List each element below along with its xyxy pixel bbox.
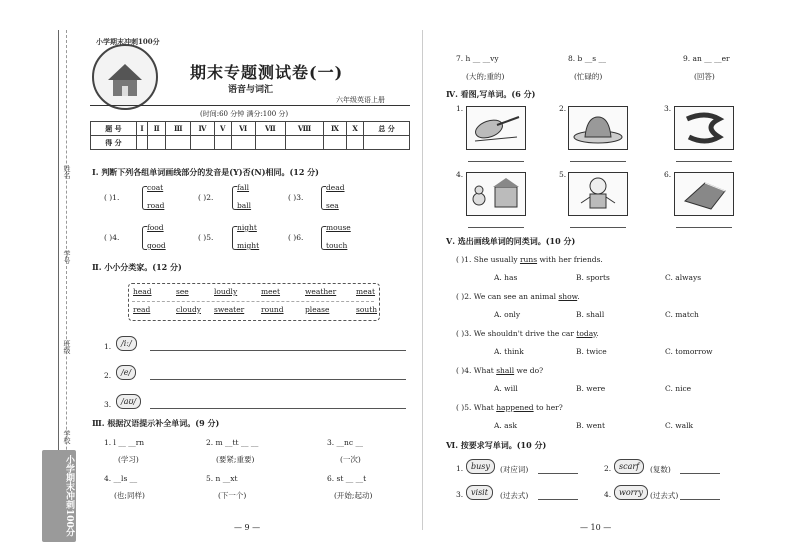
score-cell: Ⅵ (231, 122, 255, 136)
item-num: 2. (559, 104, 567, 113)
phoneme-bubble: /e/ (116, 365, 136, 380)
option[interactable]: A. think (494, 347, 524, 356)
word: please (305, 305, 330, 314)
word: road (147, 201, 165, 210)
item-num: 5. (559, 170, 567, 179)
word: read (133, 305, 151, 314)
section-4-title: Ⅳ. 看图,写单词。(6 分) (446, 89, 536, 99)
hint: (忙碌的) (574, 72, 603, 81)
answer-line[interactable] (150, 408, 406, 409)
answer-line[interactable] (150, 379, 406, 380)
word: loudly (214, 287, 238, 296)
logo-text: 小学期末冲刺100分 (96, 37, 160, 46)
underlined-word: show (558, 292, 578, 301)
margin-label-class: 班级 (63, 340, 71, 354)
score-cell: 总 分 (364, 122, 410, 136)
option[interactable]: A. will (494, 384, 518, 393)
word: see (176, 287, 189, 296)
q6-num: ( )6. (288, 233, 304, 242)
answer-line[interactable] (538, 473, 578, 474)
fill-word: 5. n __xt (206, 474, 238, 483)
answer-line[interactable] (538, 499, 578, 500)
hint: (下一个) (218, 491, 247, 500)
score-cell: 得 分 (91, 136, 137, 150)
item-num: 4. (604, 490, 612, 499)
option[interactable]: B. were (576, 384, 606, 393)
score-cell: 题 号 (91, 122, 137, 136)
word: good (147, 241, 166, 250)
hint: (过去式) (500, 491, 529, 500)
underlined-word: shall (496, 366, 515, 375)
hint: (回答) (694, 72, 715, 81)
option[interactable]: A. ask (494, 421, 518, 430)
fill-word: 4. __ls __ (104, 474, 138, 483)
score-input[interactable] (286, 136, 324, 150)
hint: (要紧;重要) (216, 455, 255, 464)
option[interactable]: C. always (665, 273, 702, 282)
question: ( )3. We shouldn't drive the car today. (456, 329, 599, 338)
glove-picture (674, 172, 734, 216)
option[interactable]: B. shall (576, 310, 605, 319)
fill-word: 1. l __ __rn (104, 438, 145, 447)
word-bubble: visit (466, 485, 493, 500)
answer-line[interactable] (680, 473, 720, 474)
score-input[interactable] (255, 136, 286, 150)
header-rule (90, 105, 410, 106)
answer-line[interactable] (468, 227, 524, 228)
item-num: 1. (104, 342, 112, 351)
option[interactable]: C. tomorrow (665, 347, 713, 356)
score-input[interactable] (347, 136, 364, 150)
answer-line[interactable] (570, 161, 626, 162)
word-bubble: scarf (614, 459, 644, 474)
word-box-divider (132, 301, 374, 302)
question: ( )5. What happened to her? (456, 403, 563, 412)
item-num: 3. (664, 104, 672, 113)
page-title: 期末专题测试卷(一) (190, 63, 344, 82)
page-subtitle: 语音与词汇 (228, 85, 274, 95)
score-input[interactable] (364, 136, 410, 150)
margin-label-id: 学号 (63, 250, 71, 264)
score-cell: Ⅴ (214, 122, 231, 136)
word: mouse (326, 223, 351, 232)
hint: (开始;起动) (334, 491, 373, 500)
underlined-word: runs (519, 255, 538, 264)
item-num: 1. (456, 104, 464, 113)
word: dead (326, 183, 345, 192)
option[interactable]: C. nice (665, 384, 692, 393)
score-input[interactable] (214, 136, 231, 150)
score-cell: Ⅲ (166, 122, 191, 136)
word: cloudy (176, 305, 201, 314)
question: ( )1. She usually runs with her friends. (456, 255, 603, 264)
score-cell: Ⅳ (191, 122, 215, 136)
score-input[interactable] (231, 136, 255, 150)
phoneme-bubble: /aʊ/ (116, 394, 141, 409)
page-number-right: — 10 — (580, 523, 612, 532)
option[interactable]: A. only (494, 310, 521, 319)
score-cell: Ⅰ (136, 122, 147, 136)
score-input[interactable] (136, 136, 147, 150)
violin-picture (466, 106, 526, 150)
underlined-word: today (576, 329, 597, 338)
hint: (大的;重的) (466, 72, 505, 81)
word: weather (305, 287, 337, 296)
score-cell: Ⅱ (148, 122, 166, 136)
word: food (147, 223, 164, 232)
child-picture (568, 172, 628, 216)
word: meat (356, 287, 376, 296)
fill-word: 2. m __tt __ __ (206, 438, 259, 447)
option[interactable]: C. match (665, 310, 699, 319)
score-table (90, 121, 410, 150)
word-box (128, 283, 380, 321)
hint: (对应词) (500, 465, 529, 474)
word-bubble: busy (466, 459, 495, 474)
word-bubble: worry (614, 485, 648, 500)
item-num: 1. (456, 464, 464, 473)
score-input[interactable] (323, 136, 346, 150)
hint: (学习) (118, 455, 139, 464)
option[interactable]: A. has (494, 273, 518, 282)
hint: (一次) (340, 455, 361, 464)
option[interactable]: B. sports (576, 273, 610, 282)
fill-word: 9. an __ __er (683, 54, 730, 63)
score-input[interactable] (191, 136, 215, 150)
word: round (261, 305, 284, 314)
answer-line[interactable] (676, 227, 732, 228)
section-3-title: Ⅲ. 根据汉语提示补全单词。(9 分) (92, 418, 220, 428)
margin-label-school: 学校 (63, 430, 71, 444)
grade-label: 六年级英语上册 (336, 96, 385, 104)
score-cell: Ⅷ (286, 122, 324, 136)
item-num: 2. (104, 371, 112, 380)
question: ( )2. We can see an animal show. (456, 292, 580, 301)
item-num: 6. (664, 170, 672, 179)
section-2-title: Ⅱ. 小小分类家。(12 分) (92, 262, 182, 272)
word: ball (237, 201, 252, 210)
word: coat (147, 183, 164, 192)
hint: (复数) (650, 465, 671, 474)
section-1-title: Ⅰ. 判断下列各组单词画线部分的发音是(Y)否(N)相同。(12 分) (92, 167, 319, 177)
margin-label-name: 姓名 (63, 165, 71, 179)
score-input[interactable] (148, 136, 166, 150)
answer-line[interactable] (676, 161, 732, 162)
answer-line[interactable] (680, 499, 720, 500)
q5-num: ( )5. (198, 233, 214, 242)
item-num: 4. (456, 170, 464, 179)
word: night (237, 223, 257, 232)
page-divider (422, 30, 423, 530)
word: meet (261, 287, 281, 296)
word: south (356, 305, 378, 314)
option[interactable]: B. twice (576, 347, 607, 356)
word: sweater (214, 305, 245, 314)
fill-word: 8. b __s __ (568, 54, 606, 63)
answer-line[interactable] (570, 227, 626, 228)
fill-word: 3. __nc __ (327, 438, 363, 447)
fill-word: 7. h __ __vy (456, 54, 499, 63)
question: ( )4. What shall we do? (456, 366, 544, 375)
item-num: 3. (456, 490, 464, 499)
section-6-title: Ⅵ. 按要求写单词。(10 分) (446, 440, 547, 450)
q3-num: ( )3. (288, 193, 304, 202)
option[interactable]: B. went (576, 421, 605, 430)
q2-num: ( )2. (198, 193, 214, 202)
score-cell: Ⅶ (255, 122, 286, 136)
word: might (237, 241, 260, 250)
margin-badge: 小学期末冲刺100分 (42, 450, 76, 542)
score-value-row (91, 136, 410, 150)
answer-line[interactable] (150, 350, 406, 351)
word: head (133, 287, 152, 296)
phoneme-bubble: /iː/ (116, 336, 137, 351)
q1-num: ( )1. (104, 193, 120, 202)
time-note: (时间:60 分钟 满分:100 分) (200, 110, 289, 118)
score-input[interactable] (166, 136, 191, 150)
option[interactable]: C. walk (665, 421, 694, 430)
score-cell: Ⅹ (347, 122, 364, 136)
item-num: 3. (104, 400, 112, 409)
score-header-row (91, 122, 410, 136)
hint: (也;同样) (114, 491, 145, 500)
page-number-left: — 9 — (234, 523, 261, 532)
snow-scene-picture (466, 172, 526, 216)
scarf-picture (674, 106, 734, 150)
fill-word: 6. st __ __t (327, 474, 367, 483)
section-5-title: Ⅴ. 选出画线单词的同类词。(10 分) (446, 236, 576, 246)
logo (92, 44, 158, 110)
item-num: 2. (604, 464, 612, 473)
q4-num: ( )4. (104, 233, 120, 242)
underlined-word: happened (496, 403, 534, 412)
answer-line[interactable] (468, 161, 524, 162)
word: sea (326, 201, 339, 210)
score-cell: Ⅸ (323, 122, 346, 136)
house-icon (94, 46, 156, 108)
word: touch (326, 241, 348, 250)
hint: (过去式) (650, 491, 679, 500)
hat-picture (568, 106, 628, 150)
word: fall (237, 183, 250, 192)
